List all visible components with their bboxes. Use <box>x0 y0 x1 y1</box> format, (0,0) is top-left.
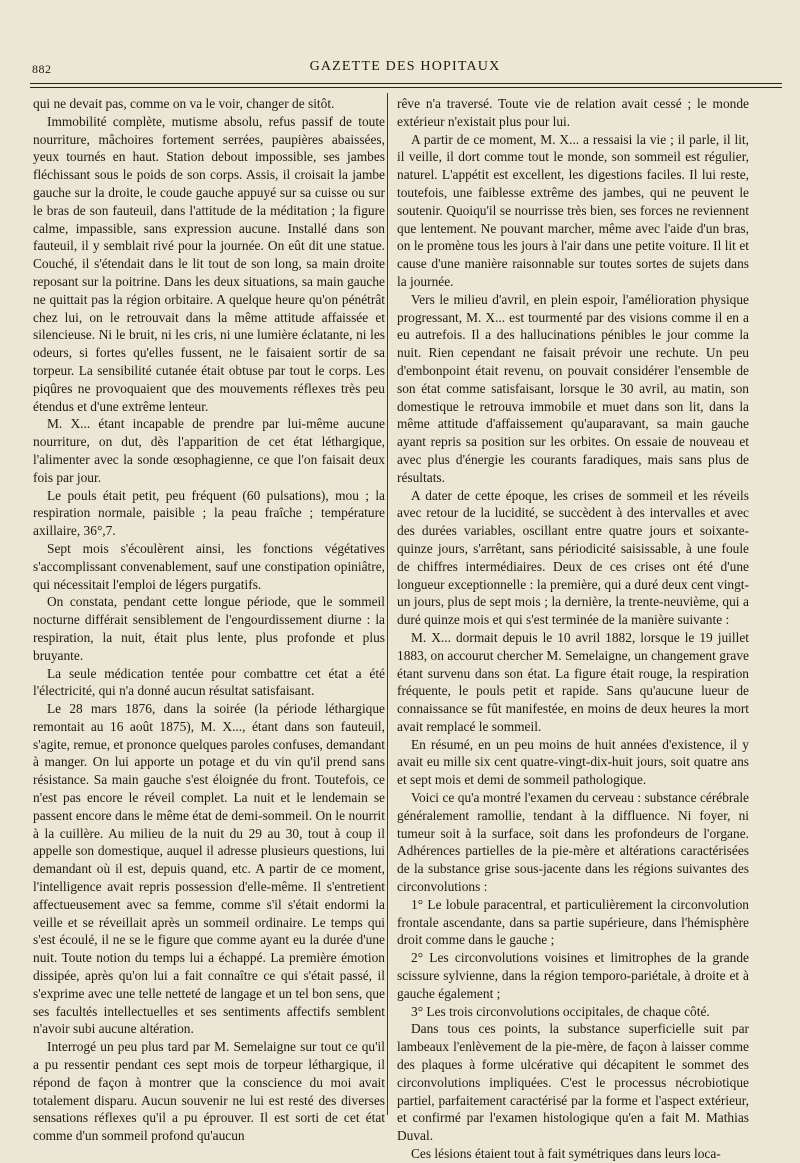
paragraph: Interrogé un peu plus tard par M. Semelaigne sur tout ce qu'il a pu ressentir pendant ces sept mois de torpeur léthargique, il répond de façon à montrer que la conscience du moi avait totalement disparu. Aucun souvenir ne lui est resté des diverses sensations réflexes qu'il a pu éprouver. Il est sorti de cet état comme d'un sommeil profond qu'aucun <box>33 1039 385 1144</box>
paragraph: rêve n'a traversé. Toute vie de relation avait cessé ; le monde extérieur n'existait plus pour lui. <box>397 96 749 129</box>
paragraph: Vers le milieu d'avril, en plein espoir, l'amélioration physique progressant, M. X... est tourmenté par des visions comme il en a eu autrefois. Il a des hallucinations pénibles le jour comme la nuit. Rien cependant ne faisait prévoir une rechute. Un peu d'embonpoint était revenu, on pouvait considérer l'ensemble de son état comme satisfaisant, lorsque le 30 avril, au matin, son domestique le retrouva immobile et muet dans son lit, dans la même attitude d'affaissement qu'auparavant, sa main gauche ayant repris sa position sur les orbites. On essaie de nouveau et avec plus d'énergie les courants faradiques, mais sans plus de résultats. <box>397 291 749 485</box>
left-column <box>33 95 385 1144</box>
column-divider <box>387 93 388 1115</box>
paragraph: Dans tous ces points, la substance superficielle suit par lambeaux l'enlèvement de la pie-mère, de façon à laisser comme des plaques à forme ulcérative qui décapitent le sommet des circonvolutions impliquées. C'est le processus nécrobiotique partiel, parfaitement caractérisé par la forme et l'aspect extérieur, et confirmé par l'examen histologique qu'en a fait M. Mathias Duval. <box>397 1021 749 1144</box>
page-number: 882 <box>32 62 52 76</box>
paragraph: On constata, pendant cette longue période, que le sommeil nocturne différait sensiblement de l'engourdissement diurne : la respiration, la nuit, était plus lente, plus profonde et plus bruyante. <box>33 594 385 663</box>
header-rule-thin <box>30 87 782 88</box>
page-header <box>30 52 780 80</box>
paragraph: 1° Le lobule paracentral, et particulièrement la circonvolution frontale ascendante, dans sa partie supérieure, dans l'hémisphère droit comme dans le gauche ; <box>397 896 749 948</box>
paragraph: Le pouls était petit, peu fréquent (60 pulsations), mou ; la respiration normale, paisible ; la peau fraîche ; température axillaire, 36°,7. <box>33 487 385 539</box>
paragraph: En résumé, en un peu moins de huit années d'existence, il y avait eu mille six cent quatre-vingt-dix-huit jours, soit quatre ans et sept mois et demi de sommeil pathologique. <box>397 736 749 788</box>
paragraph: Le 28 mars 1876, dans la soirée (la période léthargique remontait au 16 août 1875), M. X..., étant dans son fauteuil, s'agite, remue, et prononce quelques paroles confuses, demandant à manger. On lui apporte un potage et du vin qu'il prend sans résistance. Sa main gauche s'est éloignée du front. Toutefois, ce n'est pas encore le réveil complet. La nuit et le lendemain se passent encore dans le même état de demi-sommeil. On le nourrit à la cuillère. Au milieu de la nuit du 29 au 30, tout à coup il appelle son domestique, auquel il adresse plusieurs questions, lui demandant où il est, depuis quand, etc. A partir de ce moment, l'intelligence avait repris possession d'elle-même. Il s'entretient affectueusement avec sa femme, comme s'il s'était endormi la veille et se réveillait après un sommeil ordinaire. Le temps qui s'est écoulé, il ne se le figure que comme ayant eu la durée d'une nuit. Toute notion du temps lui a échappé. La première émotion dissipée, après qu'on lui a fait connaître ce qui s'était passé, il s'exprime avec une telle netteté de langage et un tel bon sens, que ses facultés intellectuelles et ses sentiments affectifs semblent n'avoir subi aucune altération. <box>33 701 385 1037</box>
header-rule <box>30 83 782 84</box>
paragraph: qui ne devait pas, comme on va le voir, changer de sitôt. <box>33 96 335 111</box>
paragraph: A dater de cette époque, les crises de sommeil et les réveils avec retour de la lucidité, se succèdent à des intervalles et avec des durées variables, oscillant entre quatre jours et soixante-quinze jours, s'arrêtant, sans périodicité saisissable, à une foule de chiffres intermédiaires. Deux de ces crises ont été d'une longueur exceptionnelle : la première, qui a duré deux cent vingt-un jours, plus de sept mois ; la dernière, la trente-neuvième, qui a duré quinze mois et qui s'est terminée de la manière suivante : <box>397 487 749 628</box>
paragraph: M. X... étant incapable de prendre par lui-même aucune nourriture, on dut, dès l'apparition de cet état léthargique, l'alimenter avec la sonde œsophagienne, ce que l'on faisait deux fois par jour. <box>33 416 385 485</box>
paragraph: 2° Les circonvolutions voisines et limitrophes de la grande scissure sylvienne, dans la région temporo-pariétale, à droite et à gauche également ; <box>397 950 749 1001</box>
paragraph: Immobilité complète, mutisme absolu, refus passif de toute nourriture, mâchoires fortement serrées, paupières abaissées, yeux tournés en haut. Station debout impossible, ses jambes fléchissant sous le poids de son corps. Assis, il croisait la jambe gauche sur la droite, le coude gauche appuyé sur sa cuisse ou sur le bras de son fauteuil, dans l'attitude de la méditation ; la figure calme, impassible, sans expression aucune. Installé dans son fauteuil, il y semblait rivé pour la journée. On eût dit une statue. Couché, il s'étendait dans le lit tout de son long, sa main droite reposant sur la poitrine. Dans les deux situations, sa main gauche ne quittait pas la région orbitaire. A quelque heure qu'on pénétrât chez lui, on le retrouvait dans la même attitude affaissée et silencieuse. Ni le bruit, ni les cris, ni une lumière éclatante, ni les odeurs, si fortes qu'elles fussent, ne le faisaient sortir de sa torpeur. La sensibilité cutanée était obtuse par tout le corps. Les piqûres ne provoquaient que des mouvements réflexes très peu étendus et d'une extrême lenteur. <box>33 113 385 414</box>
paragraph: Sept mois s'écoulèrent ainsi, les fonctions végétatives s'accomplissant convenablement, sauf une constipation opiniâtre, qui nécessitait l'emploi de légers purgatifs. <box>33 540 385 592</box>
paragraph: Voici ce qu'a montré l'examen du cerveau : substance cérébrale généralement ramollie, tendant à la diffluence. Ni foyer, ni tumeur soit à la surface, soit dans les profondeurs de l'organe. Adhérences partielles de la pie-mère et altérations caractérisées de la substance grise sous-jacente dans les régions suivantes des circonvolutions : <box>397 790 749 895</box>
right-column <box>397 95 749 1162</box>
paragraph: M. X... dormait depuis le 10 avril 1882, lorsque le 19 juillet 1883, on accourut chercher M. Semelaigne, un changement grave étant survenu dans son état. La figure était rouge, la respiration fréquente, le pouls petit et rapide. Sans qu'aucune lueur de connaissance se fût manifestée, en moins de deux heures la mort avait remplacé le sommeil. <box>397 629 749 734</box>
paragraph: La seule médication tentée pour combattre cet état a été l'électricité, qui n'a donné aucun résultat satisfaisant. <box>33 665 385 699</box>
journal-title: GAZETTE DES HOPITAUX <box>309 59 501 74</box>
paragraph: 3° Les trois circonvolutions occipitales, de chaque côté. <box>411 1003 710 1019</box>
paragraph: A partir de ce moment, M. X... a ressaisi la vie ; il parle, il lit, il veille, il dort comme tout le monde, son sommeil est régulier, naturel. L'appétit est excellent, les digestions faciles. Il lui reste, toutefois, une faiblesse extrême des jambes, qui ne peuvent le soutenir. Quoiqu'il se nourrisse très bien, ses forces ne reviennent que lentement. Ne pouvant marcher, même avec l'aide d'un bras, on le promène tous les jours à l'air dans une petite voiture. Il lit et cause d'une manière raisonnable sur toutes sortes de sujets dans la journée. <box>397 131 749 289</box>
paragraph: Ces lésions étaient tout à fait symétriques dans leurs loca- <box>411 1146 721 1162</box>
